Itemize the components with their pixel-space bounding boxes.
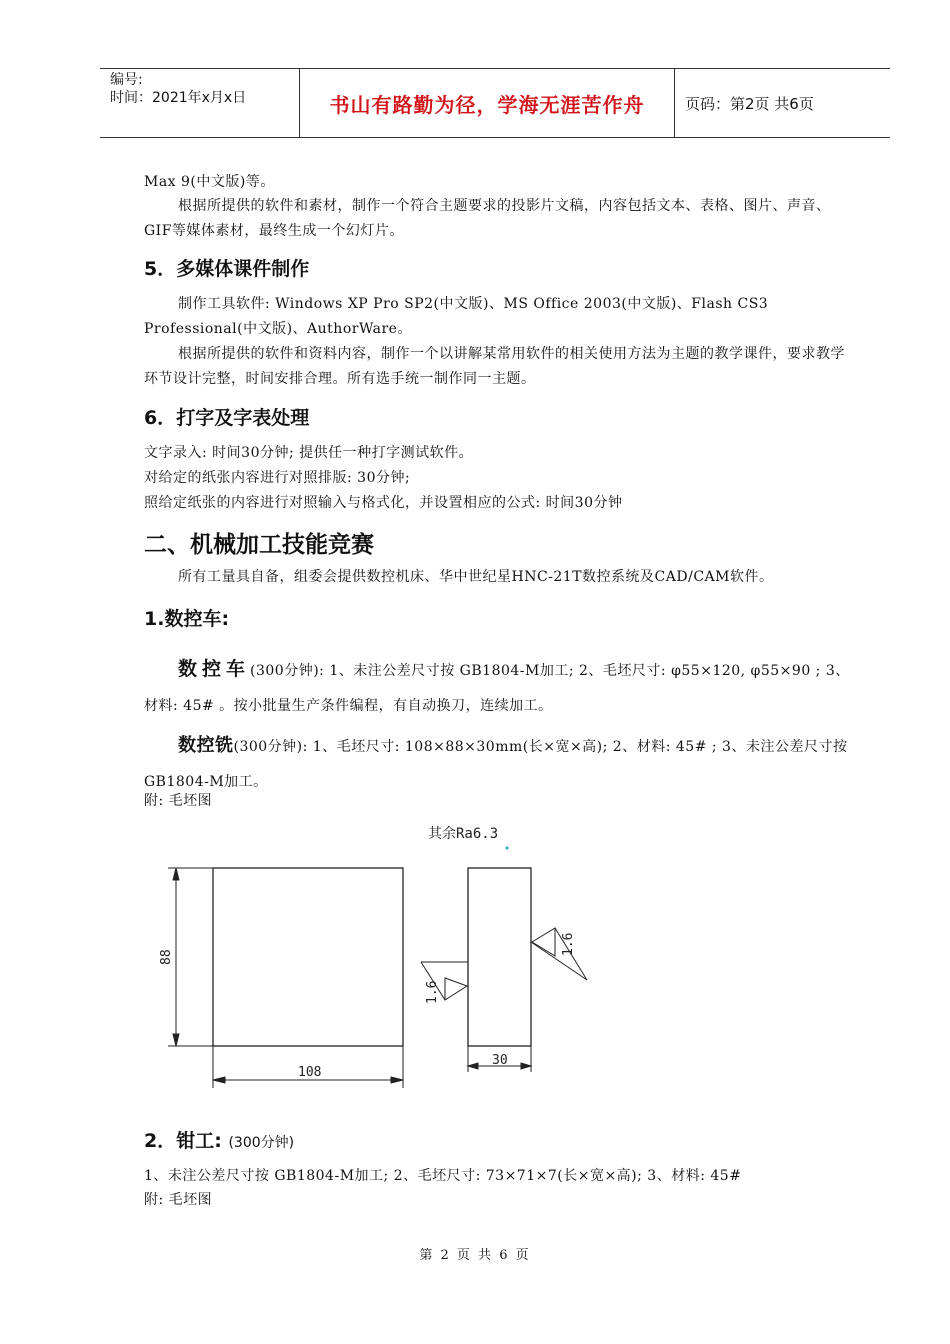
page-footer: 第 2 页 共 6 页 bbox=[419, 1248, 531, 1263]
page-header bbox=[100, 68, 890, 138]
roughness-left-label: 1.6 bbox=[425, 980, 440, 1004]
paragraph-fitter: 1、未注公差尺寸按 GB1804-M加工; 2、毛坯尺寸: 73×71×7(长×宽×高); 3、材料: 45# bbox=[144, 1168, 742, 1184]
heading-cnc-lathe: 1.数控车: bbox=[144, 608, 230, 630]
header-meta bbox=[100, 69, 300, 137]
dim-height bbox=[168, 868, 213, 1046]
typing-line-2: 对给定的纸张内容进行对照排版: 30分钟; bbox=[144, 470, 411, 486]
marker-dot bbox=[506, 847, 509, 850]
front-view bbox=[213, 868, 403, 1046]
heading-machining: 二、机械加工技能竞赛 bbox=[144, 532, 374, 558]
roughness-right-label: 1.6 bbox=[561, 932, 576, 956]
paragraph-slides: 根据所提供的软件和素材，制作一个符合主题要求的投影片文稿，内容包括文本、表格、图片、声音、GIF等媒体素材，最终生成一个幻灯片。 bbox=[144, 198, 831, 239]
paragraph-lathe bbox=[144, 652, 854, 724]
fitter-time: (300分钟) bbox=[228, 1135, 295, 1151]
paragraph-max: Max 9(中文版)等。 bbox=[144, 174, 275, 190]
attachment-label-1: 附: 毛坯图 bbox=[144, 793, 213, 809]
lathe-text: (300分钟): 1、未注公差尺寸按 GB1804-M加工; 2、毛坯尺寸: φ55×120, φ55×90 ; 3、材料: 45# 。按小批量生产条件编程，有自动换刀，连续加工。 bbox=[144, 663, 850, 714]
fitter-title: 2．钳工: bbox=[144, 1130, 222, 1152]
dim-thickness-label: 30 bbox=[492, 1053, 508, 1068]
typing-line-3: 照给定纸张的内容进行对照输入与格式化，并设置相应的公式: 时间30分钟 bbox=[144, 495, 623, 511]
roughness-note: 其余Ra6.3 bbox=[428, 826, 499, 842]
paragraph-courseware: 根据所提供的软件和资料内容，制作一个以讲解某常用软件的相关使用方法为主题的教学课件，要求教学环节设计完整，时间安排合理。所有选手统一制作同一主题。 bbox=[144, 346, 845, 387]
blank-drawing bbox=[0, 810, 950, 1090]
dim-width-label: 108 bbox=[298, 1065, 322, 1080]
heading-typing: 6．打字及字表处理 bbox=[144, 407, 310, 429]
mill-text: (300分钟): 1、毛坯尺寸: 108×88×30mm(长×宽×高); 2、材料: 45# ; 3、未注公差尺寸按 GB1804-M加工。 bbox=[144, 739, 848, 790]
side-view bbox=[468, 868, 531, 1046]
typing-line-1: 文字录入: 时间30分钟; 提供任一种打字测试软件。 bbox=[144, 445, 474, 461]
paragraph-tools: 制作工具软件: Windows XP Pro SP2(中文版)、MS Office 2003(中文版)、Flash CS3 Professional(中文版)、AuthorWare。 bbox=[144, 296, 769, 337]
paragraph-equipment: 所有工量具自备，组委会提供数控机床、华中世纪星HNC-21T数控系统及CAD/CAM软件。 bbox=[178, 569, 774, 585]
heading-multimedia: 5．多媒体课件制作 bbox=[144, 258, 310, 280]
heading-fitter bbox=[144, 1126, 294, 1153]
header-motto: 书山有路勤为径，学海无涯苦作舟 bbox=[300, 69, 675, 137]
mill-title: 数控铣 bbox=[178, 735, 234, 756]
lathe-title: 数控车 bbox=[178, 658, 251, 680]
code-label: 编号: bbox=[110, 72, 143, 88]
page-number-label: 页码：第2页 共6页 bbox=[685, 94, 814, 113]
attachment-label-2: 附: 毛坯图 bbox=[144, 1192, 213, 1208]
roughness-symbol-right bbox=[531, 928, 587, 980]
dim-height-label: 88 bbox=[159, 949, 174, 965]
time-label: 时间：2021年x月x日 bbox=[110, 90, 247, 106]
